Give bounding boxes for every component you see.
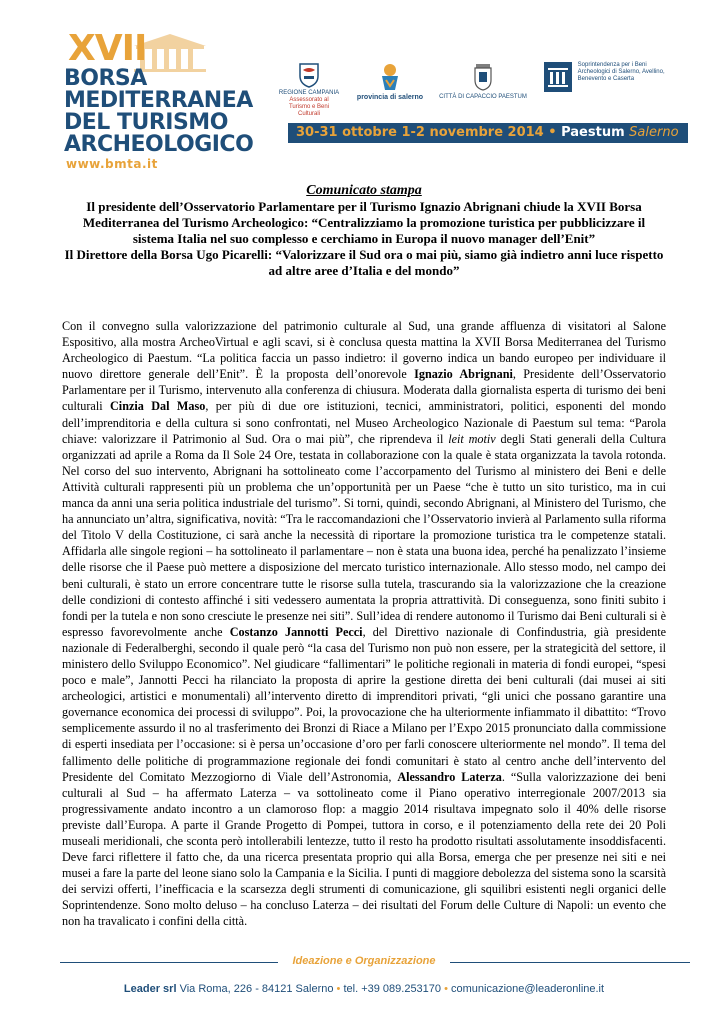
sponsor-mibact <box>544 62 674 92</box>
event-dates: 30-31 ottobre 1-2 novembre 2014 • <box>296 125 557 140</box>
release-label: Comunicato stampa <box>306 183 422 198</box>
footer-company: Leader srl <box>123 983 177 995</box>
sponsor-name: CITTÀ DI CAPACCIO PAESTUM <box>439 94 527 100</box>
footer-email-link[interactable]: comunicazione@leaderonline.it <box>451 983 605 995</box>
headline-1: Il presidente dell’Osservatorio Parlamentare per il Turismo Ignazio Abrignani chiude la XVII Borsa Mediterranea del Turismo Archeologico: “Centralizziamo la promozione turistica per pubblicizzare il sistema Italia nel suo complesso e cerchiamo in Europa il nuovo manager dell’Enit” <box>82 199 646 246</box>
body-text-3: , per più di due ore istituzioni, tecnici, amministratori, politici, esponenti del mondo dell’imprenditoria e della cultura si sono confrontati, nel Museo Archeologico Nazionale di Paestum sul tema: “Parola chiave: valorizzare il Patrimonio al Sud. Ora o mai più”, che riprendeva il <box>62 399 666 446</box>
person-name: Cinzia Dal Maso <box>110 399 206 414</box>
body-text-6: . “Sulla valorizzazione dei beni culturali al Sud – ha affermato Laterza – va sottolineato come il Piano operativo interregionale 2007/2013 sia progressivamente andato incontro a un clamoroso flop: a maggio 2014 risultava impegnato solo il 40% delle risorse previste dall’Europa. A parte il Grande Progetto di Pompei, tuttora in corso, e il potenziamento della rete dei 20 Poli museali meridionali, che sconta però intollerabili lentezze, tutto il resto ha prodotto risultati assolutamente insoddisfacenti. Deve farci riflettere il fatto che, da una ricerca presentata proprio qui alla Borsa, emerga che per presenze nei siti e nei musei a fare la parte del leone siano solo la Campania e la Sicilia. I punti di maggiore debolezza del sistema sono la scarsità dei servizi offerti, l’inefficacia e la scarsezza degli strumenti di comunicazione, gli squilibri esistenti negli organici delle Soprintendenze. Sono molto deluso – ha concluso Laterza – dei risultati del Forum delle Culture di Napoli: un evento che non ha travalicato i confini della città. <box>62 769 666 929</box>
sponsor-regione-campania <box>278 62 340 118</box>
header-banner <box>60 28 690 171</box>
person-name: Costanzo Jannotti Pecci <box>229 624 363 639</box>
person-name: Ignazio Abrignani <box>414 367 513 382</box>
body-text-4: degli Stati generali della Cultura organizzati ad aprile a Roma da Il Sole 24 Ore, testata in collaborazione con la quale è stata organizzata la tavola rotonda. Nel corso del suo intervento, Abrignani ha sottolineato come l’accorpamento del Turismo al ministero dei Beni e delle Attività culturali rappresenti più un problema che un’opportunità per un Paese “che è tutto un sito turistico, ma in cui manca da anni una seria politica industriale del turismo”. Si torni, quindi, secondo Abrignani, al Ministero del Turismo, che ha annunciato un’altra, significativa, novità: “Tra le raccomandazioni che l’Osservatorio invierà al Parlamento sulla riforma del Titolo V della Costituzione, ci sarà anche la necessità di riportare la promozione turistica tra le competenze statali. Affidarla alle singole regioni – ha sottolineato il parlamentare – non è stata una buona idea, perché ha penalizzato l’insieme delle risorse che il Paese può mettere a disposizione del mercato turistico internazionale. Allo stesso modo, nel campo dei beni culturali, è stato un errore concentrare tutte le risorse sulla tutela, trascurando sia la valorizzazione che la creazione delle condizioni di contesto affinché i siti vedessero aumentata la propria attrattività. Di conseguenza, sono finiti subito i fondi per la tutela e non sono cresciute le presenze nei siti”. Sull’idea di rendere autonomo il Turismo dai Beni culturali si è espresso favorevolmente anche <box>62 431 666 639</box>
footer-separator: • <box>444 983 448 995</box>
release-title-block <box>62 183 666 279</box>
footer-divider-right <box>450 962 690 963</box>
sponsor-capaccio-paestum <box>438 62 528 101</box>
body-text-1: Con il convegno sulla valorizzazione del patrimonio culturale al Sud, una grande affluenza di visitatori al Salone Espositivo, alla mostra ArcheoVirtual e agli scavi, si è conclusa questa mattina la XVII Borsa Mediterranea del Turismo Archeologico di Paestum. “La politica faccia un passo indietro: il governo indica un bando europeo per individuare il nuovo direttore generale dell’Enit”. È la proposta dell’onorevole <box>62 319 666 382</box>
event-dates-text <box>296 125 679 140</box>
event-location-2: Salerno <box>629 125 679 140</box>
headline-2: Il Direttore della Borsa Ugo Picarelli: “Valorizzare il Sud ora o mai più, siamo già indietro anni luce rispetto ad altre aree d’Italia e del mondo” <box>64 247 664 278</box>
person-name: Alessandro Laterza <box>397 769 502 784</box>
logo-line-1: BORSA <box>64 66 147 91</box>
footer-phone: tel. +39 089.253170 <box>343 983 442 995</box>
footer-label: Ideazione e Organizzazione <box>292 955 436 967</box>
event-date-bar <box>288 123 688 143</box>
logo-line-2: MEDITERRANEA <box>64 88 253 113</box>
footer-address: Via Roma, 226 - 84121 Salerno <box>179 983 334 995</box>
footer-contact <box>62 983 666 995</box>
body-text-2: , Presidente dell’Osservatorio Parlamentare per il Turismo, intervenuto alla conferenza di chiusura. Moderata dalla giornalista esperta di turismo dei beni culturali <box>62 367 666 414</box>
logo-line-4: ARCHEOLOGICO <box>64 132 254 157</box>
release-body <box>62 318 666 930</box>
logo-line-3: DEL TURISMO <box>64 110 228 135</box>
footer-divider-left <box>60 962 278 963</box>
footer-separator: • <box>336 983 341 995</box>
sponsor-name: REGIONE CAMPANIA <box>278 90 340 96</box>
sponsor-logos <box>278 62 698 117</box>
comune-crest-icon <box>472 62 494 92</box>
body-text-5: , del Direttivo nazionale di Confindustria, già presidente nazionale di Federalberghi, secondo il quale però “la casa del Turismo non può non essere, per la strategicità del settore, il ministero dello Sviluppo Economico”. Nel giudicare “fallimentari” le politiche regionali in materia di fondi europei, “spesi poco e male”, Jannotti Pecci ha rilanciato la proposta di aprire la gestione diretta dei beni culturali (dai musei ai siti archeologici, artistici e monumentali) all’intervento diretto di imprenditori privati, “gli unici che possano garantire una governance economica dei processi di sviluppo”. Poi, la provocazione che ha ulteriormente infiammato il dibattito: “Trovo semplicemente assurdo il no al trasferimento dei Bronzi di Riace a Milano per l’Expo 2015 pronunciato dalla commissione di esperti insediata per l’occasione: si è persa un’occasione d’oro per farli conoscere ulteriormente nel mondo”. Il tema del fallimento delle politiche di programmazione regionale dei fondi comunitari è stato al centro anche dell’intervento del Presidente del Comitato Mezzogiorno di Viale dell’Astronomia, <box>62 624 666 784</box>
italic-term: leit motiv <box>448 431 496 446</box>
logo-numeral: XVII <box>68 28 147 69</box>
provincia-emblem-icon <box>378 62 402 92</box>
logo-website: www.bmta.it <box>66 157 158 171</box>
event-location: Paestum <box>561 125 625 140</box>
sponsor-caption: Soprintendenza per i Beni Archeologici di Salerno, Avellino, Benevento e Caserta <box>577 62 665 82</box>
campania-shield-icon <box>298 62 320 88</box>
sponsor-name: provincia di salerno <box>356 94 424 101</box>
mibact-logo-icon <box>544 62 572 92</box>
sponsor-caption: Assessorato al Turismo e Beni Culturali <box>288 97 330 117</box>
sponsor-provincia-salerno <box>356 62 424 102</box>
bmta-logo <box>60 28 270 171</box>
